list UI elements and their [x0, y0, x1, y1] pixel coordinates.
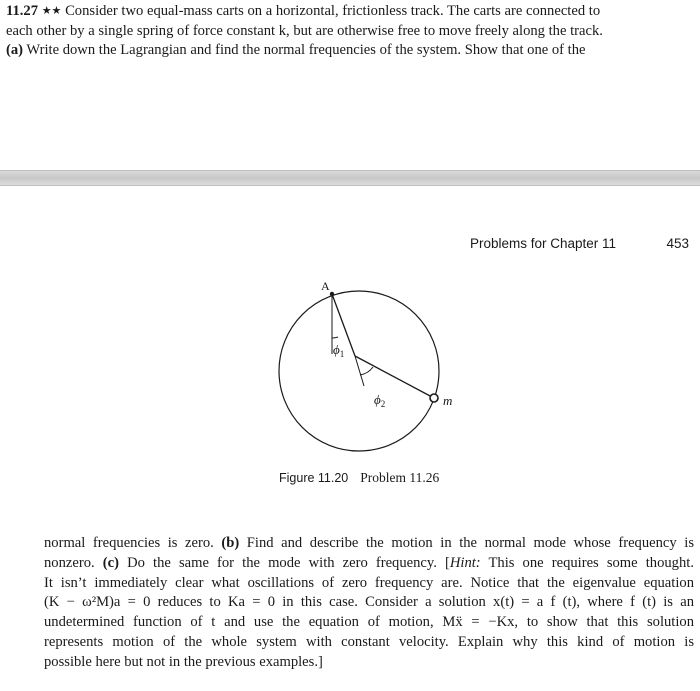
problem-statement: [6, 2, 696, 61]
part-c-label: (c): [102, 554, 119, 571]
page-number: 453: [666, 236, 689, 251]
problem-number: 11.27: [6, 3, 39, 19]
problem-text-1: Consider two equal-mass carts on a horizontal, frictionless track. The carts are connected to: [65, 3, 601, 19]
continuation-line-7: possible here but not in the previous examples.]: [44, 653, 323, 670]
problem-line-1: [6, 2, 696, 22]
part-a-label: (a): [6, 42, 24, 58]
continuation-line-2: nonzero. (c) Do the same for the mode with zero frequency. [Hint: This one requires some thought.: [44, 554, 694, 571]
angle-arc-phi2: [360, 367, 373, 375]
continuation-line-1: normal frequencies is zero. (b) Find and describe the motion in the normal mode whose frequency is: [44, 535, 694, 551]
continuation-line-6: represents motion of the whole system with constant velocity. Explain why this kind of motion is: [44, 633, 694, 650]
problem-text-3: Write down the Lagrangian and find the normal frequencies of the system. Show that one of the: [26, 42, 586, 58]
page-divider: [0, 170, 700, 186]
label-a: A: [321, 279, 330, 293]
pivot-point-a: [330, 292, 334, 296]
difficulty-stars: ★★: [41, 5, 62, 17]
rod-2: [355, 356, 432, 397]
figure-11-20: [270, 272, 460, 464]
continuation-line-4: (K − ω²M)a = 0 reduces to Ka = 0 in this case. Consider a solution x(t) = a f (t), where f (t) is an: [44, 594, 694, 611]
running-head-title: Problems for Chapter 11: [470, 236, 617, 251]
continuation-line-5: undetermined function of t and use the equation of motion, Mẍ = −Kx, to show that this solution: [44, 614, 694, 631]
mass-bead: [430, 394, 438, 402]
problem-continuation: [44, 534, 694, 673]
part-b-label: (b): [221, 535, 240, 551]
label-phi2: $\phi_2$: [374, 392, 386, 409]
problem-line-3: [6, 41, 696, 61]
problem-line-2: each other by a single spring of force constant k, but are otherwise free to move freely along the track.: [6, 22, 603, 39]
hint-label: Hint:: [449, 554, 481, 571]
angle-arc-phi1: [332, 337, 338, 338]
figure-caption: [279, 470, 439, 486]
continuation-line-3: It isn’t immediately clear what oscillations of zero frequency are. Notice that the eigenvalue equation: [44, 574, 694, 591]
caption-figure-number: Figure 11.20: [279, 471, 349, 485]
caption-problem-ref: Problem 11.26: [360, 470, 440, 485]
label-phi1: $\phi_1$: [333, 342, 345, 359]
label-m: m: [443, 393, 453, 408]
